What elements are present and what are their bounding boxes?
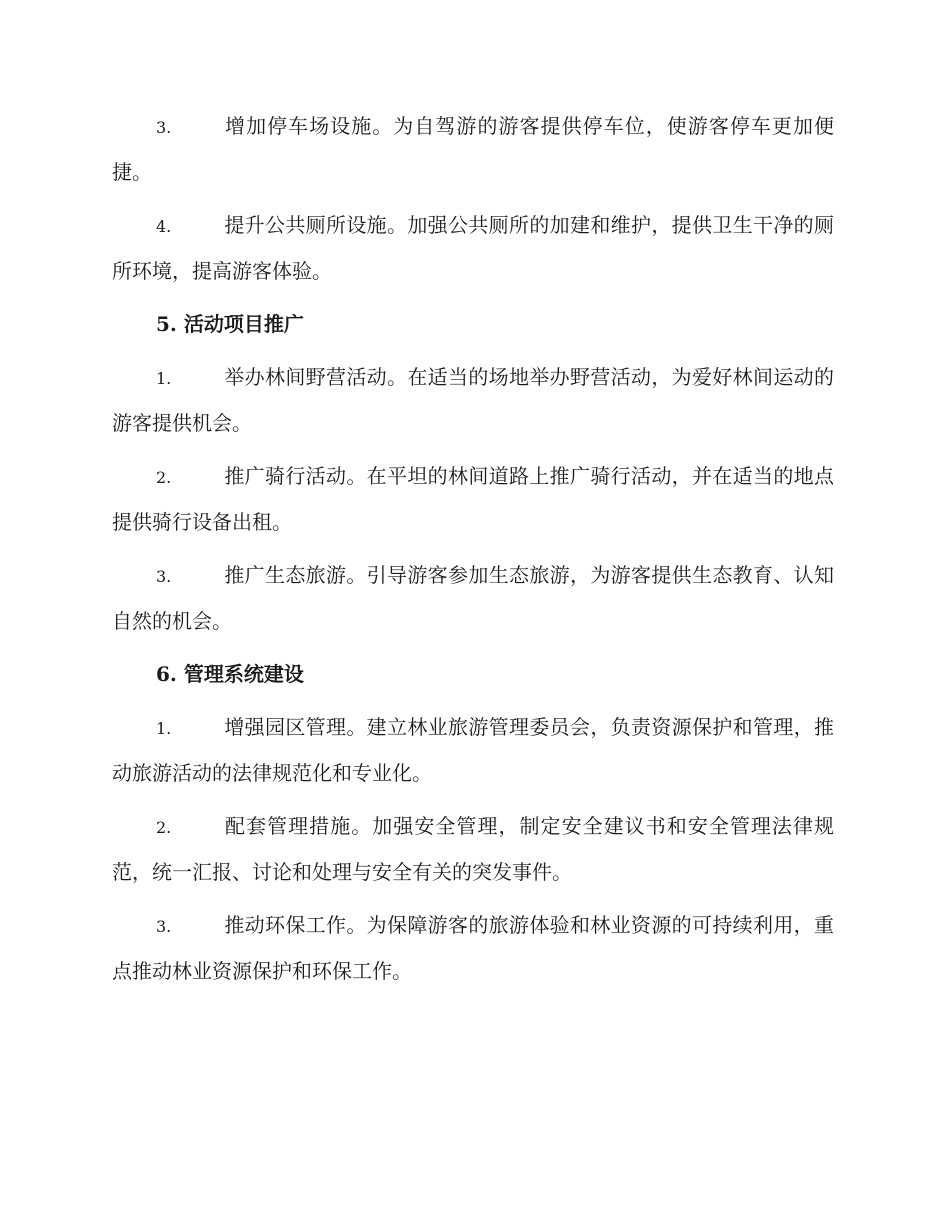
list-item [112,203,834,293]
list-text: 推广骑行活动。在平坦的林间道路上推广骑行活动，并在适当的地点提供骑行设备出租。 [112,464,834,534]
list-item [112,454,834,544]
list-text: 举办林间野营活动。在适当的场地举办野营活动，为爱好林间运动的游客提供机会。 [112,365,834,435]
list-text: 增强园区管理。建立林业旅游管理委员会，负责资源保护和管理，推动旅游活动的法律规范化和专业化。 [112,715,834,785]
list-text: 增加停车场设施。为自驾游的游客提供停车位，使游客停车更加便捷。 [112,114,834,184]
list-number: 3. [156,567,172,586]
list-item [112,104,834,194]
list-item [112,553,834,643]
list-item [112,705,834,795]
list-number: 3. [156,118,172,137]
list-text: 提升公共厕所设施。加强公共厕所的加建和维护，提供卫生干净的厕所环境，提高游客体验。 [112,213,834,283]
list-item [112,355,834,445]
list-text: 推广生态旅游。引导游客参加生态旅游，为游客提供生态教育、认知自然的机会。 [112,563,834,633]
list-item [112,903,834,993]
list-number: 1. [156,719,172,738]
list-number: 3. [156,917,172,936]
list-number: 4. [156,217,172,236]
list-text: 推动环保工作。为保障游客的旅游体验和林业资源的可持续利用，重点推动林业资源保护和环保工作。 [112,913,834,983]
section-heading: 6. 管理系统建设 [156,662,304,686]
list-text: 配套管理措施。加强安全管理，制定安全建议书和安全管理法律规范，统一汇报、讨论和处理与安全有关的突发事件。 [112,814,834,884]
list-number: 1. [156,369,172,388]
list-number: 2. [156,468,172,487]
list-number: 2. [156,818,172,837]
section-heading: 5. 活动项目推广 [156,312,304,336]
document-body [112,104,834,1002]
list-item [112,804,834,894]
